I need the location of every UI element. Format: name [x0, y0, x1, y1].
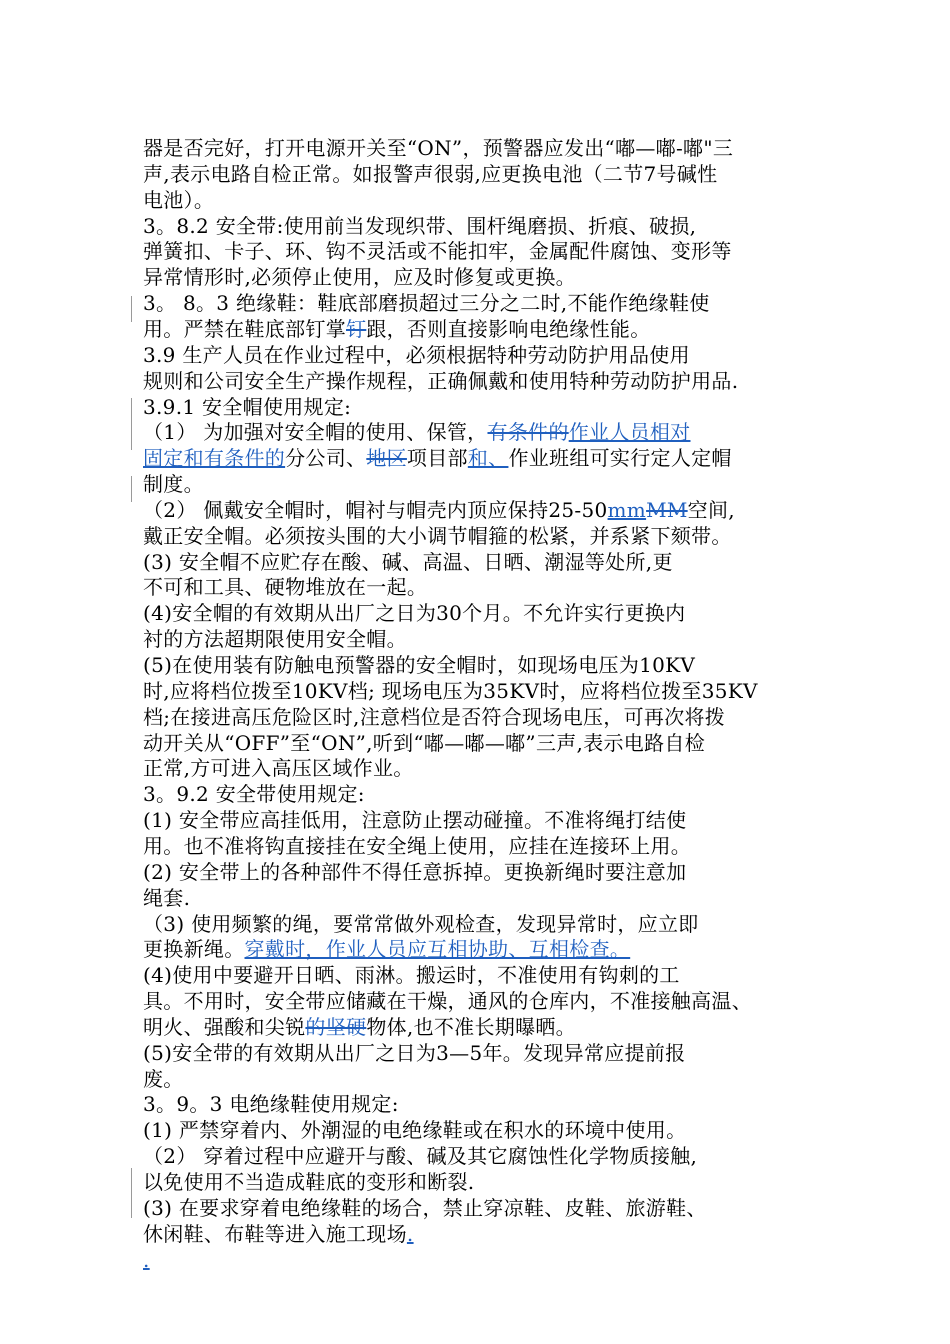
text-line	[143, 833, 823, 859]
text-run: 明火、强酸和尖锐	[143, 1015, 306, 1039]
text-line	[143, 497, 823, 523]
deleted-text: 地区	[366, 446, 407, 470]
deleted-text: 的坚硬	[305, 1015, 367, 1039]
text-run: 衬的方法超期限使用安全帽。	[143, 627, 407, 651]
text-run: (4)安全帽的有效期从出厂之日为30个月。不允许实行更换内	[143, 601, 686, 625]
text-run: (5)安全带的有效期从出厂之日为3—5年。发现异常应提前报	[143, 1041, 686, 1065]
text-run: (3) 在要求穿着电绝缘鞋的场合，禁止穿凉鞋、皮鞋、旅游鞋、	[143, 1196, 707, 1220]
text-line	[143, 471, 823, 497]
text-line	[143, 135, 823, 161]
text-line	[143, 678, 823, 704]
text-line	[143, 445, 823, 471]
inserted-text: mm	[607, 498, 647, 522]
change-bar	[131, 398, 132, 450]
text-line	[143, 936, 823, 962]
text-run: 物体,也不准长期曝晒。	[366, 1015, 576, 1039]
text-run: 绳套.	[143, 886, 191, 910]
text-run: 正常,方可进入高压区域作业。	[143, 756, 414, 780]
text-line	[143, 885, 823, 911]
text-line	[143, 652, 823, 678]
text-run: (1) 严禁穿着内、外潮湿的电绝缘鞋或在积水的环境中使用。	[143, 1118, 687, 1142]
text-run: 3.9.1 安全帽使用规定:	[143, 395, 352, 419]
text-line	[143, 1066, 823, 1092]
text-run: (5)在使用装有防触电预警器的安全帽时，如现场电压为10KV	[143, 653, 696, 677]
text-line	[143, 187, 823, 213]
text-run: （3) 使用频繁的绳，要常常做外观检查，发现异常时，应立即	[143, 912, 699, 936]
text-run: 废。	[143, 1067, 184, 1091]
text-run: 动开关从“OFF”至“ON”,听到“嘟—嘟—嘟”三声,表示电路自检	[143, 731, 706, 755]
text-run: 休闲鞋、布鞋等进入施工现场	[143, 1222, 407, 1246]
text-run: 3.9 生产人员在作业过程中，必须根据特种劳动防护用品使用	[143, 343, 690, 367]
text-line	[143, 1221, 823, 1247]
text-run: 3。 8。3 绝缘鞋：鞋底部磨损超过三分之二时,不能作绝缘鞋使	[143, 291, 710, 315]
text-run: 项目部	[406, 446, 468, 470]
text-line	[143, 1247, 823, 1273]
text-line	[143, 316, 823, 342]
text-line	[143, 807, 823, 833]
text-run: 戴正安全帽。必须按头围的大小调节帽箍的松紧，并系紧下颏带。	[143, 524, 732, 548]
text-run: 时,应将档位拨至10KV档; 现场电压为35KV时，应将档位拨至35KV	[143, 679, 758, 703]
text-run: （2） 穿着过程中应避开与酸、碱及其它腐蚀性化学物质接触,	[143, 1144, 698, 1168]
change-bar	[131, 476, 132, 502]
inserted-text: 固定和有条件的	[143, 446, 286, 470]
text-run: （1） 为加强对安全帽的使用、保管，	[143, 420, 488, 444]
text-line	[143, 781, 823, 807]
text-run: 用。也不准将钩直接挂在安全绳上使用，应挂在连接环上用。	[143, 834, 692, 858]
text-run: (1) 安全带应高挂低用，注意防止摆动碰撞。不准将绳打结使	[143, 808, 687, 832]
text-line	[143, 213, 823, 239]
text-line	[143, 161, 823, 187]
change-bar	[131, 1168, 132, 1218]
text-line	[143, 704, 823, 730]
text-line	[143, 859, 823, 885]
text-line	[143, 730, 823, 756]
text-run: （2） 佩戴安全帽时，帽衬与帽壳内顶应保持25-50	[143, 498, 608, 522]
text-line	[143, 988, 823, 1014]
text-run: 制度。	[143, 472, 204, 496]
text-line	[143, 600, 823, 626]
text-line	[143, 755, 823, 781]
deleted-text: MM	[646, 498, 688, 522]
text-line	[143, 1143, 823, 1169]
text-line	[143, 1169, 823, 1195]
text-run: 器是否完好，打开电源开关至“ON”，预警器应发出“嘟—嘟-嘟"三	[143, 136, 734, 160]
text-run: 空间,	[687, 498, 735, 522]
text-run: 3。8.2 安全带:使用前当发现织带、围杆绳磨损、折痕、破损,	[143, 214, 697, 238]
text-line	[143, 394, 823, 420]
text-run: (2) 安全带上的各种部件不得任意拆掉。更换新绳时要注意加	[143, 860, 687, 884]
inserted-text: .	[406, 1222, 414, 1246]
deleted-text: 有条件的	[487, 420, 569, 444]
text-line	[143, 1091, 823, 1117]
text-run: 3。9。3 电绝缘鞋使用规定:	[143, 1092, 399, 1116]
text-run: 具。不用时，安全带应储藏在干燥，通风的仓库内，不准接触高温、	[143, 989, 752, 1013]
text-line	[143, 1195, 823, 1221]
text-line	[143, 1040, 823, 1066]
text-line	[143, 549, 823, 575]
text-run: 3。9.2 安全带使用规定:	[143, 782, 365, 806]
text-run: 规则和公司安全生产操作规程，正确佩戴和使用特种劳动防护用品.	[143, 369, 739, 393]
text-line	[143, 626, 823, 652]
text-line	[143, 523, 823, 549]
text-run: 作业班组可实行定人定帽	[508, 446, 732, 470]
text-run: (3) 安全帽不应贮存在酸、碱、高温、日晒、潮湿等处所,更	[143, 550, 673, 574]
inserted-text: 作业人员相对	[568, 420, 691, 444]
inserted-text: 和、	[467, 446, 509, 470]
text-line	[143, 574, 823, 600]
text-line	[143, 911, 823, 937]
text-run: 分公司、	[285, 446, 367, 470]
text-run: 用。严禁在鞋底部钉掌	[143, 317, 346, 341]
text-run: 跟，否则直接影响电绝缘性能。	[366, 317, 651, 341]
text-run: 声,表示电路自检正常。如报警声很弱,应更换电池（二节7号碱性	[143, 162, 718, 186]
text-run: 以免使用不当造成鞋底的变形和断裂.	[143, 1170, 475, 1194]
text-run: 弹簧扣、卡子、环、钩不灵活或不能扣牢，金属配件腐蚀、变形等	[143, 239, 732, 263]
inserted-text: 穿戴时，作业人员应互相协助、互相检查。	[244, 937, 631, 961]
text-run: 电池）。	[143, 188, 215, 212]
text-line	[143, 1014, 823, 1040]
text-line	[143, 238, 823, 264]
change-bar	[131, 296, 132, 322]
text-run: 不可和工具、硬物堆放在一起。	[143, 575, 428, 599]
text-run: 档;在接进高压危险区时,注意档位是否符合现场电压，可再次将拨	[143, 705, 726, 729]
text-line	[143, 290, 823, 316]
text-line	[143, 342, 823, 368]
text-run: (4)使用中要避开日晒、雨淋。搬运时，不准使用有钩刺的工	[143, 963, 680, 987]
deleted-text: 钉	[346, 317, 367, 341]
text-line	[143, 368, 823, 394]
text-line	[143, 419, 823, 445]
text-line	[143, 264, 823, 290]
text-line	[143, 962, 823, 988]
inserted-text: .	[143, 1248, 150, 1272]
text-run: 更换新绳。	[143, 937, 245, 961]
text-run: 异常情形时,必须停止使用，应及时修复或更换。	[143, 265, 576, 289]
text-line	[143, 1117, 823, 1143]
